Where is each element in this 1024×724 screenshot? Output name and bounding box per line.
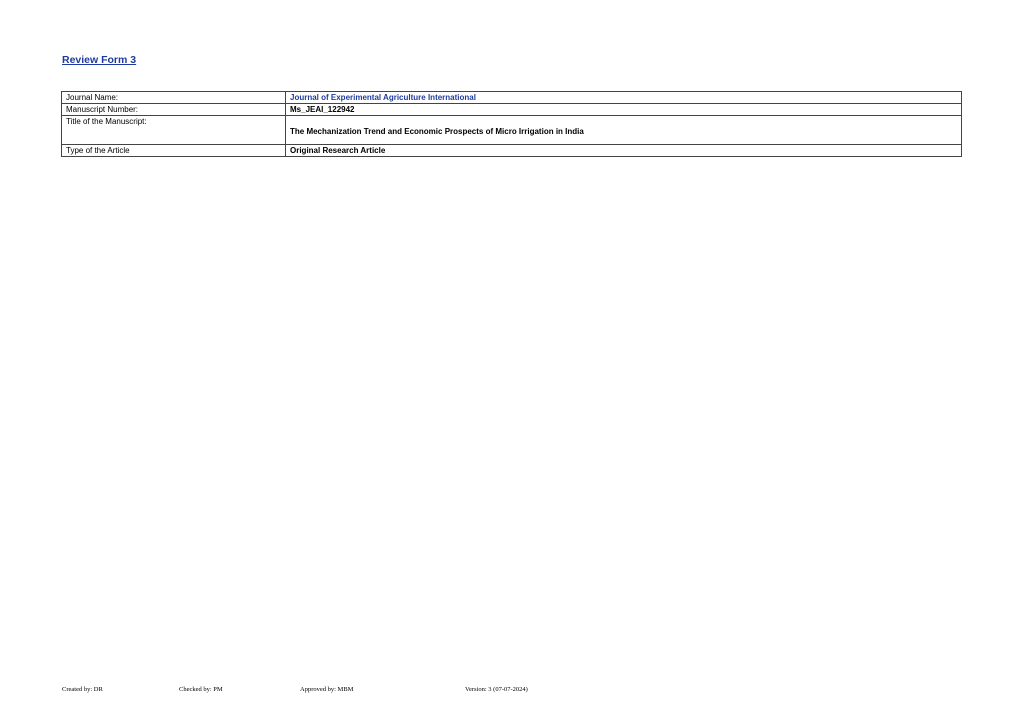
table-row-manuscript — [62, 104, 962, 116]
manuscript-title-value: The Mechanization Trend and Economic Prospects of Micro Irrigation in India — [286, 116, 962, 145]
table-row-title — [62, 116, 962, 145]
manuscript-title-label: Title of the Manuscript: — [62, 116, 286, 145]
article-type-label: Type of the Article — [62, 145, 286, 157]
article-type-value: Original Research Article — [286, 145, 962, 157]
manuscript-number-value: Ms_JEAI_122942 — [286, 104, 962, 116]
footer-checked-by: Checked by: PM — [179, 686, 223, 693]
journal-name-value: Journal of Experimental Agriculture International — [286, 92, 962, 104]
footer-created-by: Created by: DR — [62, 686, 103, 693]
page-title: Review Form 3 — [62, 54, 137, 66]
manuscript-number-label: Manuscript Number: — [62, 104, 286, 116]
journal-name-label: Journal Name: — [62, 92, 286, 104]
manuscript-info-table — [61, 91, 962, 157]
footer-approved-by: Approved by: MBM — [300, 686, 354, 693]
footer-version: Version: 3 (07-07-2024) — [465, 686, 528, 693]
table-row-type — [62, 145, 962, 157]
table-row-journal — [62, 92, 962, 104]
